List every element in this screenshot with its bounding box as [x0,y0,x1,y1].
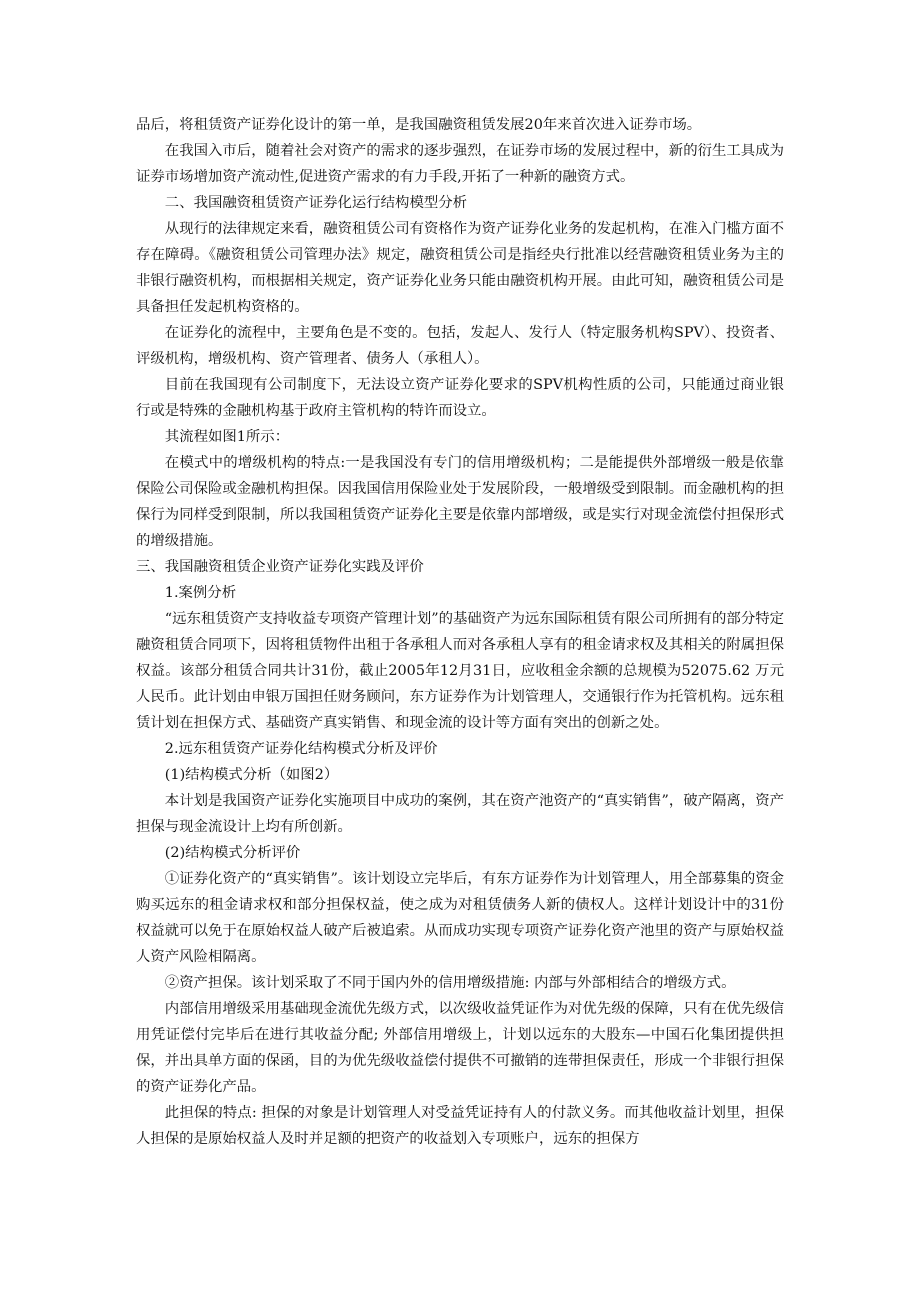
paragraph-1: 品后，将租赁资产证券化设计的第一单，是我国融资租赁发展20年来首次进入证券市场。 [136,117,702,133]
paragraph-16: ①证券化资产的“真实销售”。该计划设立完毕后，有东方证券作为计划管理人，用全部募集的资金购买远东的租金请求权和部分担保权益，使之成为对租赁债务人新的债权人。这样计划设计中的31份权益就可以免于在原始权益人破产后被追索。从而成功实现专项资产证券化资产池里的资产与原始权益人资产风险相隔离。 [136,871,784,965]
subheading-structure-mode: (1)结构模式分析（如图2） [164,767,339,783]
paragraph-14: 本计划是我国资产证券化实施项目中成功的案例，其在资产池资产的“真实销售”，破产隔离，资产担保与现金流设计上均有所创新。 [136,793,784,835]
paragraph-18: 内部信用增级采用基础现金流优先级方式，以次级收益凭证作为对优先级的保障，只有在优先级信用凭证偿付完毕后在进行其收益分配; 外部信用增级上，计划以远东的大股东—中国石化集团提供担保，并出具单方面的保函，目的为优先级收益偿付提供不可撤销的连带担保责任，形成一个非银行担保的资产证券化产品。 [136,1001,784,1095]
subheading-structure-evaluation: (2)结构模式分析评价 [164,845,301,861]
document-body [136,112,784,1152]
paragraph-2: 在我国入市后，随着社会对资产的需求的逐步强烈，在证券市场的发展过程中，新的衍生工具成为证券市场增加资产流动性,促进资产需求的有力手段,开拓了一种新的融资方式。 [136,143,784,185]
subheading-structure-analysis: 2.远东租赁资产证券化结构模式分析及评价 [164,741,438,757]
paragraph-11: “远东租赁资产支持收益专项资产管理计划”的基础资产为远东国际租赁有限公司所拥有的部分特定融资租赁合同项下，因将租赁物件出租于各承租人而对各承租人享有的租金请求权及其相关的附属担保权益。该部分租赁合同共计31份，截止2005年12月31日，应收租金余额的总规模为52075.62 万元人民币。此计划由申银万国担任财务顾问，东方证券作为计划管理人，交通银行作为托管机构。远东租赁计划在担保方式、基础资产真实销售、和现金流的设计等方面有突出的创新之处。 [136,611,784,731]
paragraph-4: 从现行的法律规定来看，融资租赁公司有资格作为资产证券化业务的发起机构，在准入门槛方面不存在障碍。《融资租赁公司管理办法》规定，融资租赁公司是指经央行批准以经营融资租赁业务为主的非银行融资机构，而根据相关规定，资产证券化业务只能由融资机构开展。由此可知，融资租赁公司是具备担任发起机构资格的。 [136,221,784,315]
subheading-case-analysis: 1.案例分析 [164,585,237,601]
section-heading-3: 三、我国融资租赁企业资产证券化实践及评价 [136,559,424,575]
paragraph-8: 在模式中的增级机构的特点:一是我国没有专门的信用增级机构；二是能提供外部增级一般是依靠保险公司保险或金融机构担保。因我国信用保险业处于发展阶段，一般增级受到限制。而金融机构的担保行为同样受到限制，所以我国租赁资产证券化主要是依靠内部增级，或是实行对现金流偿付担保形式的增级措施。 [136,455,784,549]
paragraph-19: 此担保的特点: 担保的对象是计划管理人对受益凭证持有人的付款义务。而其他收益计划里，担保人担保的是原始权益人及时并足额的把资产的收益划入专项账户，远东的担保方 [136,1105,784,1147]
section-heading-2: 二、我国融资租赁资产证券化运行结构模型分析 [164,195,468,211]
paragraph-17: ②资产担保。该计划采取了不同于国内外的信用增级措施: 内部与外部相结合的增级方式。 [164,975,736,991]
paragraph-7: 其流程如图1所示： [164,429,290,445]
paragraph-5: 在证券化的流程中，主要角色是不变的。包括，发起人、发行人（特定服务机构SPV）、投资者、评级机构，增级机构、资产管理者、债务人（承租人）。 [136,325,784,367]
paragraph-6: 目前在我国现有公司制度下，无法设立资产证券化要求的SPV机构性质的公司，只能通过商业银行或是特殊的金融机构基于政府主管机构的特许而设立。 [136,377,784,419]
